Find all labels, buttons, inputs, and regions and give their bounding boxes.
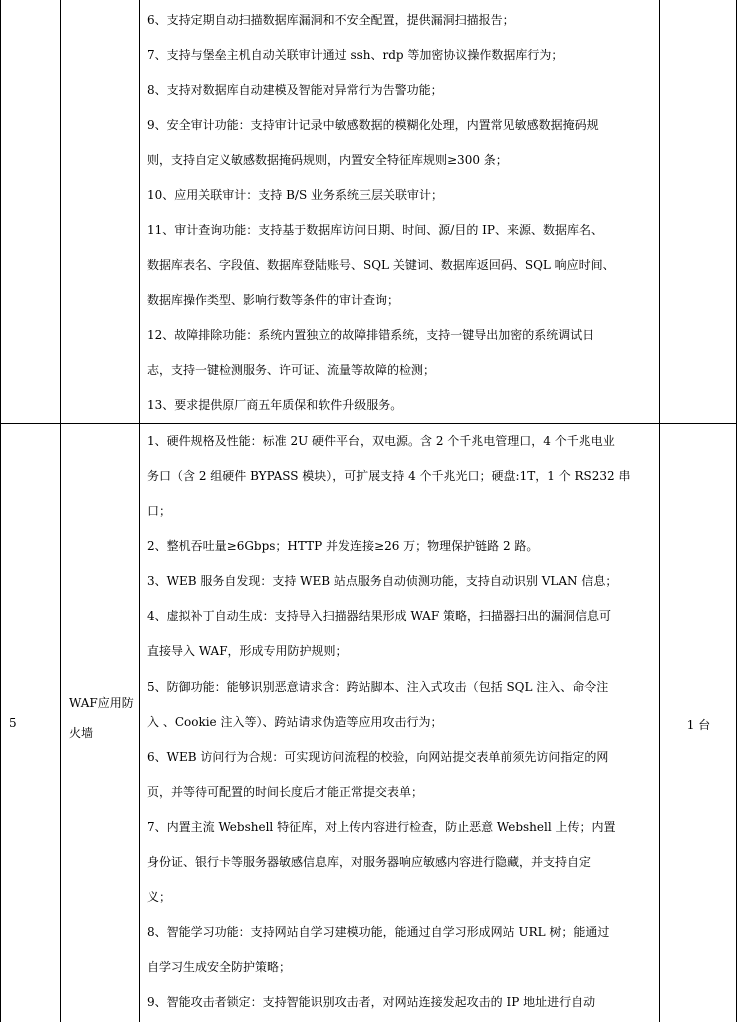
spec-line: 8、智能学习功能：支持网站自学习建模功能，能通过自学习形成网站 URL 树；能通过 [147, 925, 610, 939]
spec-line: 2、整机吞吐量≥6Gbps；HTTP 并发连接≥26 万；物理保护链路 2 路。 [147, 539, 539, 553]
column-divider [60, 0, 61, 1022]
spec-line: 数据库表名、字段值、数据库登陆账号、SQL 关键词、数据库返回码、SQL 响应时间、 [147, 258, 615, 272]
spec-line: 9、智能攻击者锁定：支持智能识别攻击者，对网站连接发起攻击的 IP 地址进行自动 [147, 995, 596, 1009]
spec-line: 直接导入 WAF，形成专用防护规则； [147, 644, 348, 658]
spec-line: 志，支持一键检测服务、许可证、流量等故障的检测； [147, 363, 436, 377]
spec-line: 则，支持自定义敏感数据掩码规则，内置安全特征库规则≥300 条； [147, 153, 508, 167]
spec-line: 8、支持对数据库自动建模及智能对异常行为告警功能； [147, 83, 443, 97]
quantity: 1 台 [686, 718, 711, 732]
spec-line: 6、WEB 访问行为合规：可实现访问流程的校验，向网站提交表单前须先访问指定的网 [147, 750, 609, 764]
spec-line: 5、防御功能：能够识别恶意请求含：跨站脚本、注入式攻击（包括 SQL 注入、命令注 [147, 680, 609, 694]
spec-line: 4、虚拟补丁自动生成：支持导入扫描器结果形成 WAF 策略，扫描器扫出的漏洞信息可 [147, 609, 611, 623]
spec-line: 义； [147, 890, 172, 904]
row-number: 5 [9, 716, 17, 730]
table-border-left [0, 0, 1, 1022]
spec-line: 入 、Cookie 注入等）、跨站请求伪造等应用攻击行为； [147, 715, 443, 729]
spec-line: 6、支持定期自动扫描数据库漏洞和不安全配置，提供漏洞扫描报告； [147, 13, 515, 27]
product-name-line: 火墙 [69, 726, 94, 740]
spec-line: 12、故障排除功能：系统内置独立的故障排错系统，支持一键导出加密的系统调试日 [147, 328, 595, 342]
row-divider [0, 423, 737, 424]
spec-line: 10、应用关联审计：支持 B/S 业务系统三层关联审计； [147, 188, 443, 202]
column-divider [139, 0, 140, 1022]
spec-line: 口； [147, 504, 172, 518]
spec-line: 3、WEB 服务自发现：支持 WEB 站点服务自动侦测功能，支持自动识别 VLAN 信息； [147, 574, 618, 588]
spec-line: 数据库操作类型、影响行数等条件的审计查询； [147, 293, 400, 307]
product-name [69, 688, 137, 748]
spec-line: 11、审计查询功能：支持基于数据库访问日期、时间、源/目的 IP、来源、数据库名、 [147, 223, 603, 237]
spec-line: 7、内置主流 Webshell 特征库，对上传内容进行检查，防止恶意 Webshell 上传；内置 [147, 820, 616, 834]
spec-line: 身份证、银行卡等服务器敏感信息库，对服务器响应敏感内容进行隐藏，并支持自定 [147, 855, 592, 869]
spec-line: 务口（含 2 组硬件 BYPASS 模块），可扩展支持 4 个千兆光口；硬盘:1T，1 个 RS232 串 [147, 469, 631, 483]
spec-line: 7、支持与堡垒主机自动关联审计通过 ssh、rdp 等加密协议操作数据库行为； [147, 48, 564, 62]
spec-line: 自学习生成安全防护策略； [147, 960, 292, 974]
spec-line: 页，并等待可配置的时间长度后才能正常提交表单； [147, 785, 424, 799]
column-divider [659, 0, 660, 1022]
product-name-line: WAF应用防 [69, 696, 134, 710]
spec-line: 13、要求提供原厂商五年质保和软件升级服务。 [147, 398, 403, 412]
spec-line: 1、硬件规格及性能：标准 2U 硬件平台，双电源。含 2 个千兆电管理口，4 个千兆电业 [147, 434, 615, 448]
spec-line: 9、安全审计功能：支持审计记录中敏感数据的模糊化处理，内置常见敏感数据掩码规 [147, 118, 599, 132]
